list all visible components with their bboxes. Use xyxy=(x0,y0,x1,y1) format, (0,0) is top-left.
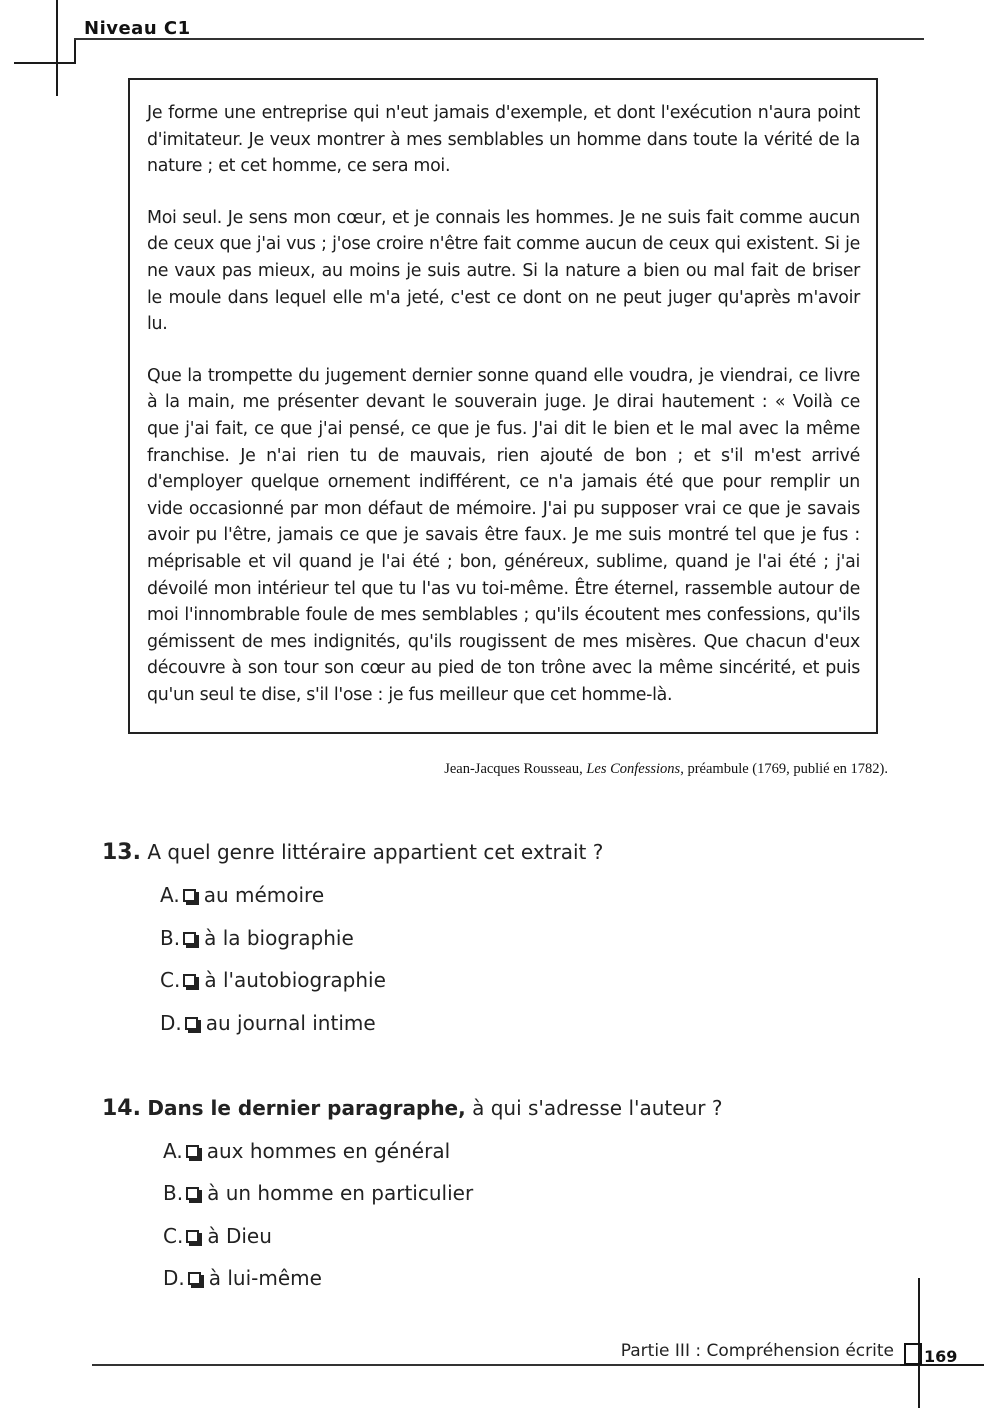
option-text: à l'autobiographie xyxy=(204,968,386,992)
passage-paragraph-1: Je forme une entreprise qui n'eut jamais d'exemple, et dont l'exécution n'aura point d'imitateur. Je veux montrer à mes semblables un homme dans toute la vérité de la nature ; et cet homme, ce sera moi. xyxy=(147,103,860,177)
passage-paragraph-2: Moi seul. Je sens mon cœur, et je connais les hommes. Je ne suis fait comme aucun de ceux que j'ai vus ; j'ose croire n'être fait comme aucun de ceux qui existent. Si je ne vaux pas mieux, au moins je suis autre. Si la nature a bien ou mal fait de briser le moule dans lequel elle m'a jeté, c'est ce dont on ne peut juger qu'après m'avoir lu. xyxy=(147,207,860,335)
checkbox-icon[interactable] xyxy=(188,1272,201,1285)
checkbox-icon[interactable] xyxy=(186,1230,199,1243)
footer-section: Partie III : Compréhension écrite xyxy=(620,1341,894,1361)
option-letter: C. xyxy=(160,968,181,992)
q14-option-c[interactable] xyxy=(163,1224,272,1248)
option-letter: A. xyxy=(160,883,180,907)
page-number: 169 xyxy=(924,1347,958,1366)
q14-option-b[interactable] xyxy=(163,1181,473,1205)
q13-option-d[interactable] xyxy=(160,1011,376,1035)
checkbox-icon[interactable] xyxy=(183,974,196,987)
header-level: Niveau C1 xyxy=(84,18,191,39)
checkbox-icon[interactable] xyxy=(185,1017,198,1030)
passage-paragraph-3: Que la trompette du jugement dernier sonne quand elle voudra, je viendrai, ce livre à la main, me présenter devant le souverain juge. Je dirai hautement : « Voilà ce que j'ai fait, ce que j'ai pensé, ce que je fus. J'ai dit le bien et le mal avec la même franchise. Je n'ai rien tu de mauvais, rien ajouté de bon ; et s'il m'est arrivé d'employer quelque ornement indifférent, ce n'a jamais été que pour remplir un vide occasionné par mon défaut de mémoire. J'ai pu supposer vrai ce que je savais avoir pu l'être, jamais ce que je savais être faux. Je me suis montré tel que je fus : méprisable et vil quand je l'ai été ; bon, généreux, sublime, quand je l'ai été ; j'ai dévoilé mon intérieur tel que tu l'as vu toi-même. Être éternel, rassemble autour de moi l'innombrable foule de mes semblables ; qu'ils écoutent mes confessions, qu'ils gémissent de mes indignités, qu'ils rougissent de mes misères. Que chacun d'eux découvre à son tour son cœur au pied de ton trône avec la même sincérité, et puis qu'un seul te dise, s'il l'ose : je fus meilleur que cet homme-là. xyxy=(147,365,860,705)
checkbox-icon[interactable] xyxy=(183,932,196,945)
option-letter: B. xyxy=(160,926,181,950)
question-number: 14. xyxy=(102,1096,141,1121)
source-details: , préambule (1769, publié en 1782). xyxy=(680,761,888,777)
source-author: Jean-Jacques Rousseau, xyxy=(444,761,587,777)
source-citation xyxy=(444,761,888,778)
checkbox-icon[interactable] xyxy=(186,1187,199,1200)
option-text: au mémoire xyxy=(203,883,325,907)
option-text: à un homme en particulier xyxy=(207,1181,474,1205)
question-text: à qui s'adresse l'auteur ? xyxy=(465,1096,723,1120)
option-letter: A. xyxy=(163,1139,183,1163)
option-text: au journal intime xyxy=(205,1011,376,1035)
option-text: aux hommes en général xyxy=(206,1139,451,1163)
question-number: 13. xyxy=(102,840,141,865)
q14-option-d[interactable] xyxy=(163,1266,322,1290)
question-13 xyxy=(102,840,603,865)
checkbox-icon[interactable] xyxy=(186,1145,199,1158)
option-letter: B. xyxy=(163,1181,184,1205)
header-crop-vertical xyxy=(56,0,58,96)
question-14 xyxy=(102,1096,722,1121)
q13-option-a[interactable] xyxy=(160,883,324,907)
q14-option-a[interactable] xyxy=(163,1139,450,1163)
option-text: à Dieu xyxy=(207,1224,272,1248)
header-rule xyxy=(74,38,924,40)
question-text: A quel genre littéraire appartient cet extrait ? xyxy=(147,840,604,864)
header-crop-horizontal xyxy=(14,62,76,64)
checkbox-icon[interactable] xyxy=(183,889,196,902)
footer-rule xyxy=(92,1364,902,1366)
header-box-left xyxy=(74,38,76,64)
option-letter: D. xyxy=(160,1011,182,1035)
source-work: Les Confessions xyxy=(586,761,681,777)
option-text: à la biographie xyxy=(204,926,354,950)
q13-option-c[interactable] xyxy=(160,968,386,992)
option-text: à lui-même xyxy=(208,1266,322,1290)
page-number-box xyxy=(904,1343,922,1365)
passage-box xyxy=(128,78,878,734)
option-letter: C. xyxy=(163,1224,184,1248)
q13-option-b[interactable] xyxy=(160,926,354,950)
question-text-bold: Dans le dernier paragraphe, xyxy=(147,1096,466,1120)
option-letter: D. xyxy=(163,1266,185,1290)
